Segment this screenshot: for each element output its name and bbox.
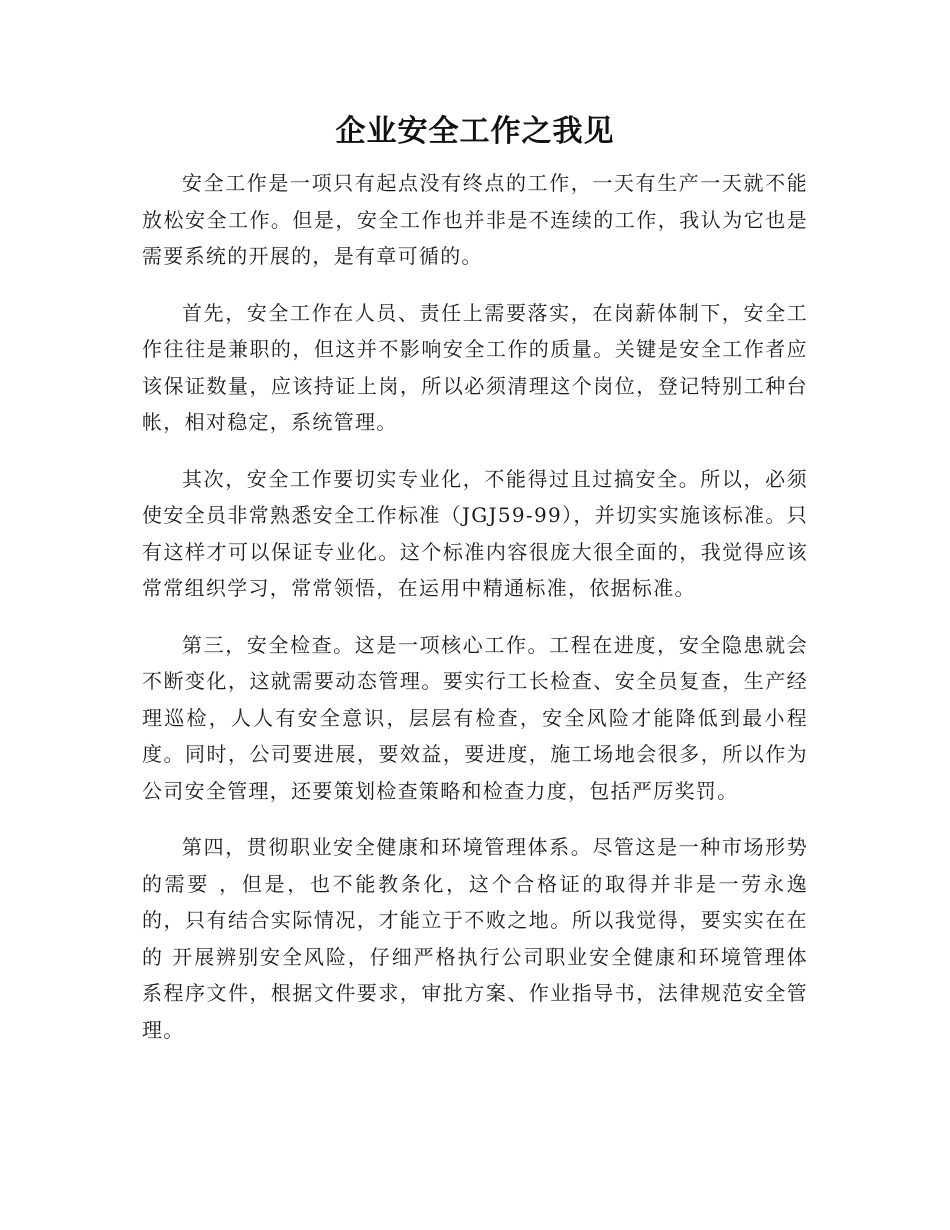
paragraph-fourth: 第四，贯彻职业安全健康和环境管理体系。尽管这是一种市场形势的需要 ，但是，也不能教条化，这个合格证的取得并非是一劳永逸的，只有结合实际情况，才能立于不败之地。所以我觉得，要实实在在的 开展辨别安全风险，仔细严格执行公司职业安全健康和环境管理体系程序文件，根据文件要求，审批方案、作业指导书，法律规范安全管理。 [142, 835, 808, 1042]
paragraph-second: 其次，安全工作要切实专业化，不能得过且过搞安全。所以，必须使安全员非常熟悉安全工作标准（JGJ59-99），并切实实施该标准。只有这样才可以保证专业化。这个标准内容很庞大很全面的，我觉得应该常常组织学习，常常领悟，在运用中精通标准，依据标准。 [142, 466, 808, 600]
paragraph-intro: 安全工作是一项只有起点没有终点的工作，一天有生产一天就不能放松安全工作。但是，安全工作也并非是不连续的工作，我认为它也是需要系统的开展的，是有章可循的。 [142, 171, 808, 268]
paragraph-third: 第三，安全检查。这是一项核心工作。工程在进度，安全隐患就会不断变化，这就需要动态管理。要实行工长检查、安全员复查，生产经理巡检，人人有安全意识，层层有检查，安全风险才能降低到最小程度。同时，公司要进展，要效益，要进度，施工场地会很多，所以作为公司安全管理，还要策划检查策略和检查力度，包括严厉奖罚。 [142, 632, 808, 803]
document-title: 企业安全工作之我见 [335, 114, 615, 149]
paragraph-first: 首先，安全工作在人员、责任上需要落实，在岗薪体制下，安全工作往往是兼职的，但这并不影响安全工作的质量。关键是安全工作者应该保证数量，应该持证上岗，所以必须清理这个岗位，登记特别工种台帐，相对稳定，系统管理。 [142, 300, 808, 434]
document-body [142, 165, 808, 1068]
